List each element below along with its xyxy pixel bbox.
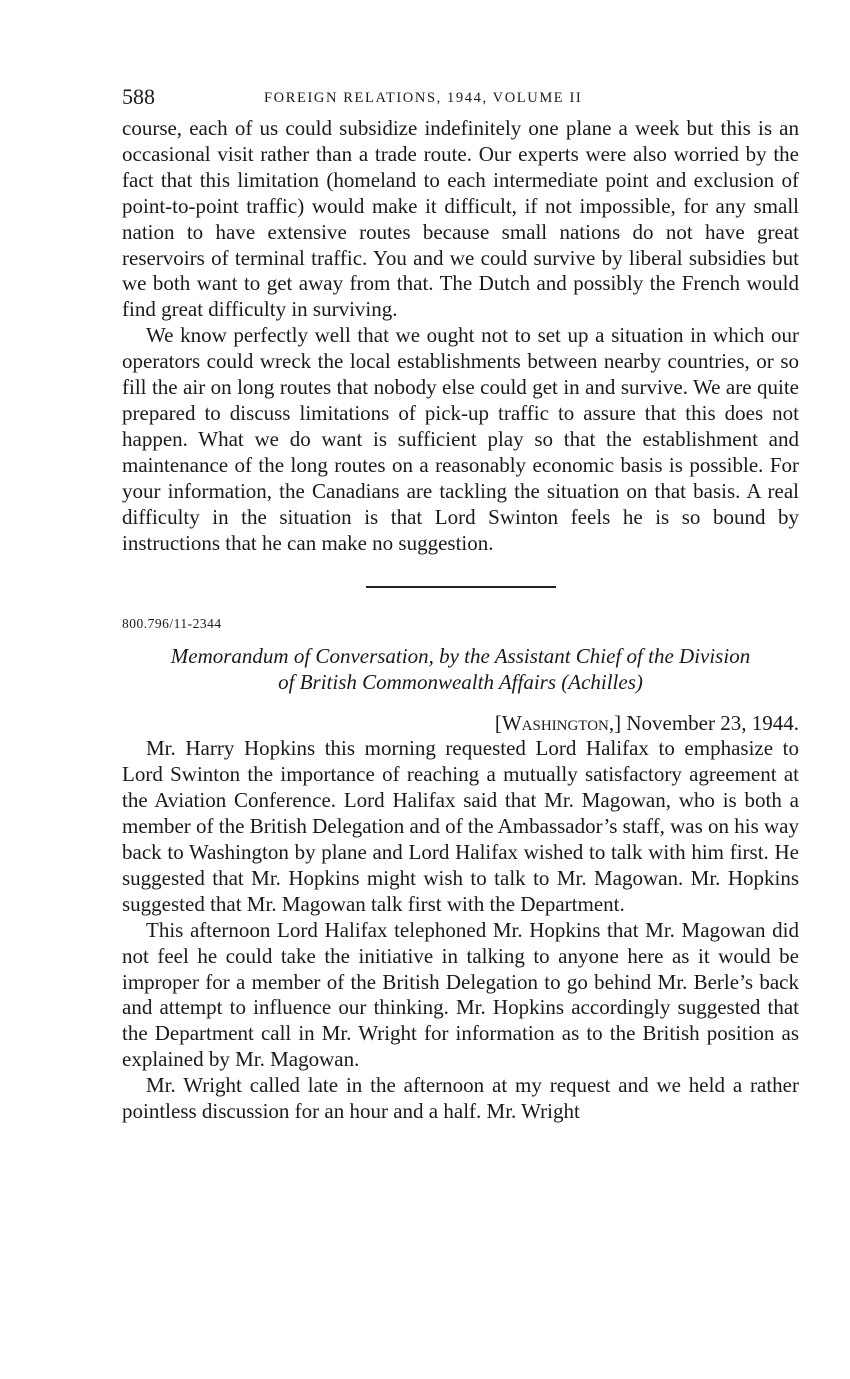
document-page bbox=[122, 84, 799, 1125]
body-paragraph: Mr. Harry Hopkins this morning requested Lord Halifax to emphasize to Lord Swinton the importance of reaching a mutually satisfactory agreement at the Aviation Conference. Lord Halifax said that Mr. Magowan, who is both a member of the British Delegation and of the Ambassador’s staff, was on his way back to Washington by plane and Lord Halifax wished to talk with him first. He suggested that Mr. Hopkins might wish to talk to Mr. Magowan. Mr. Hopkins suggested that Mr. Magowan talk first with the Department. bbox=[122, 736, 799, 916]
dateline-date: November 23, 1944. bbox=[626, 711, 799, 736]
document-title bbox=[122, 643, 799, 695]
document-title-line: Memorandum of Conversation, by the Assistant Chief of the Division bbox=[170, 644, 751, 669]
running-head-title: FOREIGN RELATIONS, 1944, VOLUME II bbox=[264, 90, 583, 106]
continued-paragraph: course, each of us could subsidize indefinitely one plane a week but this is an occasional visit rather than a trade route. Our experts were also worried by the fact that this limitation (homeland to each intermediate point and exclusion of point-to-point traffic) would make it difficult, if not impossible, for any small nation to have extensive routes because small nations do not have great reservoirs of terminal traffic. You and we could survive by liberal subsidies but we both want to get away from that. The Dutch and possibly the French would find great difficulty in surviving. bbox=[122, 116, 799, 322]
document-title-line: of British Commonwealth Affairs (Achilles) bbox=[278, 670, 643, 695]
dateline-place: [Washington,] bbox=[494, 711, 622, 736]
file-number: 800.796/11-2344 bbox=[122, 616, 222, 632]
body-paragraph: This afternoon Lord Halifax telephoned Mr. Hopkins that Mr. Magowan did not feel he could take the initiative in talking to anyone here as it would be improper for a member of the British Delegation to go behind Mr. Berle’s back and attempt to influence our thinking. Mr. Hopkins accordingly suggested that the Department call in Mr. Wright for information as to the British position as explained by Mr. Magowan. bbox=[122, 917, 799, 1072]
body-paragraph: Mr. Wright called late in the afternoon at my request and we held a rather pointless discussion for an hour and a half. Mr. Wright bbox=[122, 1073, 799, 1124]
page-number: 588 bbox=[122, 84, 155, 109]
running-head bbox=[122, 84, 799, 110]
dateline bbox=[122, 710, 799, 736]
body-paragraph: We know perfectly well that we ought not to set up a situation in which our operators could wreck the local establishments between nearby countries, or so fill the air on long routes that nobody else could get in and survive. We are quite prepared to discuss limitations of pick-up traffic to assure that this does not happen. What we do want is sufficient play so that the establishment and maintenance of the long routes on a reasonably economic basis is possible. For your information, the Canadians are tackling the situation on that basis. A real difficulty in the situation is that Lord Swinton feels he is so bound by instructions that he can make no suggestion. bbox=[122, 323, 799, 555]
section-divider bbox=[366, 586, 556, 588]
